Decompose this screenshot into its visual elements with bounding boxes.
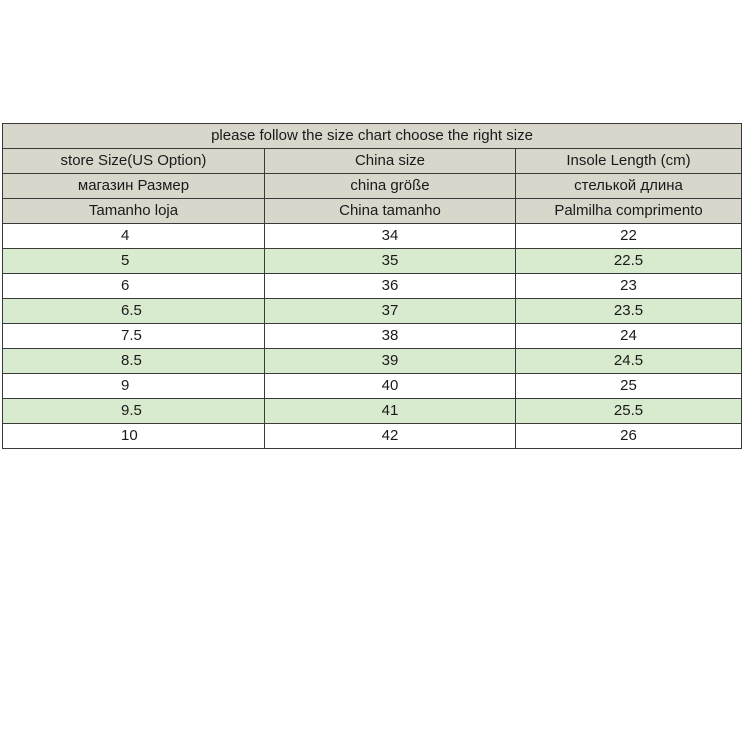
header-cell-us-size: магазин Размер <box>3 174 265 199</box>
header-row <box>3 199 742 224</box>
cell-china-size: 39 <box>265 349 516 374</box>
cell-us-size: 6.5 <box>3 299 265 324</box>
header-cell-china-size: China tamanho <box>265 199 516 224</box>
cell-china-size: 36 <box>265 274 516 299</box>
header-cell-us-size: store Size(US Option) <box>3 149 265 174</box>
cell-china-size: 37 <box>265 299 516 324</box>
cell-us-size: 4 <box>3 224 265 249</box>
header-cell-insole-length: Insole Length (cm) <box>516 149 742 174</box>
size-chart-table <box>2 123 742 449</box>
table-row <box>3 274 742 299</box>
header-cell-insole-length: стелькой длина <box>516 174 742 199</box>
cell-china-size: 34 <box>265 224 516 249</box>
table-row <box>3 349 742 374</box>
table-row <box>3 399 742 424</box>
cell-insole-length: 25 <box>516 374 742 399</box>
cell-us-size: 7.5 <box>3 324 265 349</box>
header-cell-china-size: China size <box>265 149 516 174</box>
cell-us-size: 9 <box>3 374 265 399</box>
header-cell-us-size: Tamanho loja <box>3 199 265 224</box>
cell-us-size: 8.5 <box>3 349 265 374</box>
table-row <box>3 424 742 449</box>
table-row <box>3 299 742 324</box>
table-title: please follow the size chart choose the right size <box>3 124 742 149</box>
cell-china-size: 35 <box>265 249 516 274</box>
cell-insole-length: 24 <box>516 324 742 349</box>
table-title-row <box>3 124 742 149</box>
cell-china-size: 40 <box>265 374 516 399</box>
cell-insole-length: 22.5 <box>516 249 742 274</box>
cell-us-size: 5 <box>3 249 265 274</box>
table-row <box>3 249 742 274</box>
header-row <box>3 149 742 174</box>
table-row <box>3 224 742 249</box>
cell-us-size: 10 <box>3 424 265 449</box>
header-cell-china-size: china größe <box>265 174 516 199</box>
header-cell-insole-length: Palmilha comprimento <box>516 199 742 224</box>
cell-insole-length: 26 <box>516 424 742 449</box>
header-row <box>3 174 742 199</box>
table-row <box>3 324 742 349</box>
cell-china-size: 38 <box>265 324 516 349</box>
cell-insole-length: 23.5 <box>516 299 742 324</box>
cell-us-size: 9.5 <box>3 399 265 424</box>
cell-insole-length: 22 <box>516 224 742 249</box>
cell-insole-length: 23 <box>516 274 742 299</box>
table-row <box>3 374 742 399</box>
cell-insole-length: 24.5 <box>516 349 742 374</box>
cell-china-size: 41 <box>265 399 516 424</box>
cell-us-size: 6 <box>3 274 265 299</box>
cell-insole-length: 25.5 <box>516 399 742 424</box>
cell-china-size: 42 <box>265 424 516 449</box>
